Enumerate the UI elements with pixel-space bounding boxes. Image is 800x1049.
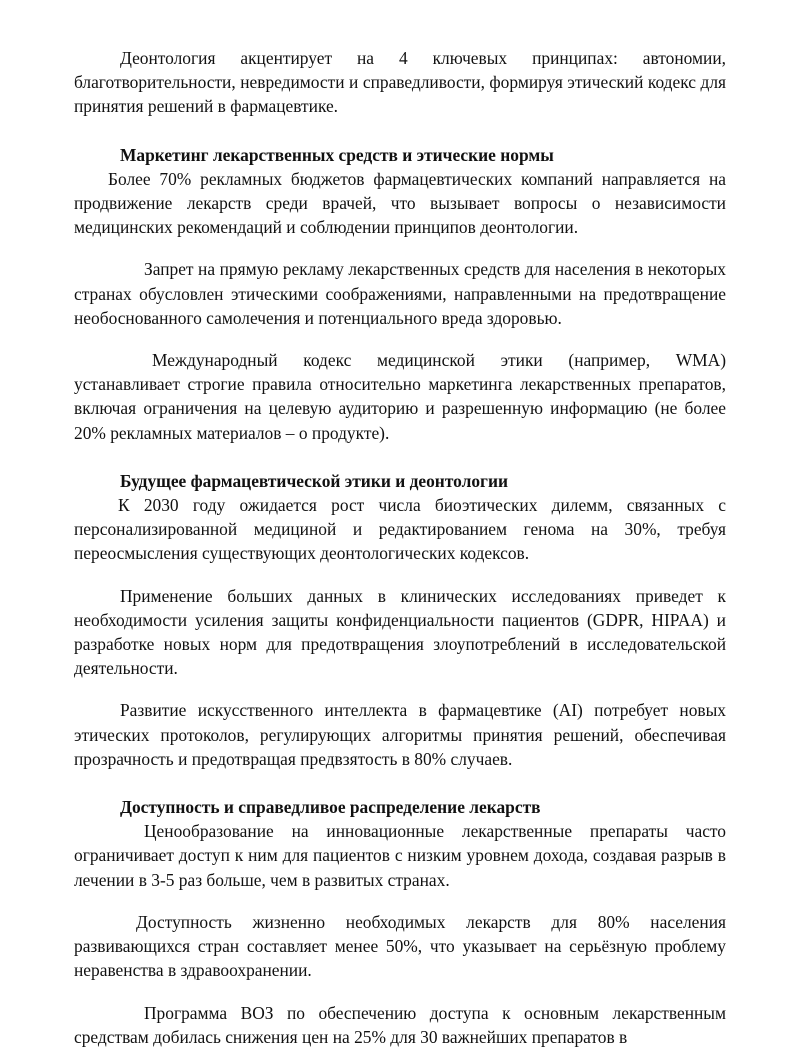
spacer <box>74 771 726 795</box>
heading-future-ethics: Будущее фармацевтической этики и деонтологии <box>120 470 508 491</box>
paragraph-pricing: Ценообразование на инновационные лекарственные препараты часто ограничивает доступ к ним для пациентов с низким уровнем дохода, создавая разрыв в лечении в 3-5 раз больше, чем в развитых странах. <box>74 821 726 890</box>
paragraph-wma-code: Международный кодекс медицинской этики (например, WMA) устанавливает строгие правила относительно маркетинга лекарственных препаратов, включая ограничения на целевую аудиторию и разрешенную информацию (не более 20% рекламных материалов – о продукте). <box>74 350 726 443</box>
heading-drug-access: Доступность и справедливое распределение лекарств <box>120 797 541 818</box>
document-page <box>74 46 726 1049</box>
paragraph-who-program: Программа ВОЗ по обеспечению доступа к основным лекарственным средствам добилась снижения цен на 25% для 30 важнейших препаратов в <box>74 1002 726 1047</box>
heading-marketing: Маркетинг лекарственных средств и этические нормы <box>120 144 554 165</box>
spacer <box>74 892 726 910</box>
paragraph-ai-protocols: Развитие искусственного интеллекта в фармацевтике (AI) потребует новых этических протоколов, регулирующих алгоритмы принятия решений, обеспечивая прозрачность и предотвращая предвзятость в 80% случаев. <box>74 700 726 769</box>
paragraph-availability: Доступность жизненно необходимых лекарств для 80% населения развивающихся стран составляет менее 50%, что указывает на серьёзную проблему неравенства в здравоохранении. <box>74 911 726 981</box>
spacer <box>74 983 726 1001</box>
spacer <box>74 445 726 469</box>
paragraph-bioethical-dilemmas: К 2030 году ожидается рост числа биоэтических дилемм, связанных с персонализированной медициной и редактированием генома на 30%, требуя переосмысления существующих деонтологических кодексов. <box>74 495 726 564</box>
spacer <box>74 330 726 348</box>
spacer <box>74 680 726 698</box>
spacer <box>74 566 726 584</box>
paragraph-marketing-budgets: Более 70% рекламных бюджетов фармацевтических компаний направляется на продвижение лекарств среди врачей, что вызывает вопросы о независимости медицинских рекомендаций и соблюдении принципов деонтологии. <box>74 168 726 238</box>
paragraph-deontology-principles: Деонтология акцентирует на 4 ключевых принципах: автономии, благотворительности, невредимости и справедливости, формируя этический кодекс для принятия решений в фармацевтике. <box>74 48 726 117</box>
spacer <box>74 119 726 143</box>
paragraph-big-data: Применение больших данных в клинических исследованиях приведет к необходимости усиления защиты конфиденциальности пациентов (GDPR, HIPAA) и разработке новых норм для предотвращения злоупотреблений в исследовательской деятельности. <box>74 585 726 679</box>
paragraph-advertising-ban: Запрет на прямую рекламу лекарственных средств для населения в некоторых странах обусловлен этическими соображениями, направленными на предотвращение необоснованного самолечения и потенциального вреда здоровью. <box>74 259 726 328</box>
spacer <box>74 239 726 257</box>
